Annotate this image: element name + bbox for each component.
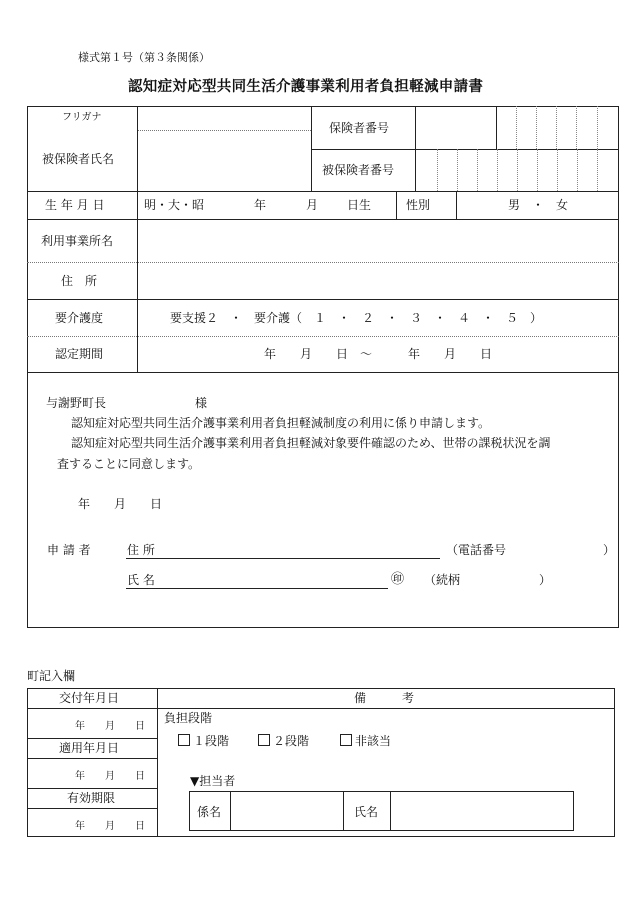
insured-number-field[interactable]	[416, 150, 618, 190]
applicant-address-label: 住 所	[127, 543, 155, 557]
seal-mark: ㊞	[391, 572, 405, 587]
stage-option-1[interactable]: １段階	[178, 734, 229, 747]
applicant-label: 申 請 者	[47, 543, 91, 557]
care-level-options[interactable]: 要支援２ ・ 要介護（ １ ・ ２ ・ ３ ・ ４ ・ ５ ）	[170, 311, 543, 325]
stage-option-2[interactable]: ２段階	[258, 734, 309, 747]
gender-label: 性別	[406, 198, 431, 212]
address-label: 住 所	[61, 274, 98, 288]
valid-period-label: 有効期限	[67, 791, 116, 805]
staff-name-field[interactable]	[392, 793, 572, 829]
statement-line-2: 認知症対応型共同生活介護事業利用者負担軽減対象要件確認のため、世帯の課税状況を調	[71, 436, 551, 450]
facility-label: 利用事業所名	[41, 234, 114, 248]
relationship-close: ）	[539, 573, 552, 587]
staff-name-label: 氏名	[354, 805, 379, 819]
insurer-number-field[interactable]	[416, 107, 618, 148]
burden-stage-label: 負担段階	[164, 711, 213, 725]
stage-option-none[interactable]: 非該当	[340, 734, 391, 747]
relationship-label: （続柄	[424, 573, 461, 587]
insured-name-field[interactable]	[138, 132, 310, 190]
applicant-name-label: 氏 名	[127, 573, 155, 587]
birthdate-label: 生 年 月 日	[45, 198, 105, 212]
furigana-label: フリガナ	[62, 112, 102, 123]
issue-date-value[interactable]: 年 月 日	[75, 721, 145, 732]
staff-label: ▼担当者	[190, 774, 236, 788]
staff-role-field[interactable]	[232, 793, 341, 829]
phone-field[interactable]	[512, 540, 600, 557]
insured-number-label: 被保険者番号	[322, 163, 395, 177]
apply-date-label: 適用年月日	[59, 741, 120, 755]
valid-period-value[interactable]: 年 月 日	[75, 821, 145, 832]
era-options[interactable]: 明・大・昭	[144, 198, 205, 212]
gender-options[interactable]: 男 ・ 女	[508, 198, 569, 212]
relationship-field[interactable]	[462, 570, 538, 587]
birth-month-unit: 月	[306, 198, 319, 212]
facility-field[interactable]	[138, 221, 618, 261]
birth-day-unit: 日生	[347, 198, 372, 212]
statement-line-1: 認知症対応型共同生活介護事業利用者負担軽減制度の利用に係り申請します。	[71, 416, 491, 430]
insurer-number-label: 保険者番号	[329, 121, 390, 135]
form-title: 認知症対応型共同生活介護事業利用者負担軽減申請書	[128, 78, 484, 95]
staff-role-label: 係名	[197, 805, 222, 819]
furigana-field[interactable]	[138, 108, 310, 129]
checkbox-icon	[340, 734, 352, 746]
apply-date-value[interactable]: 年 月 日	[75, 771, 145, 782]
applicant-name-field[interactable]	[160, 570, 386, 587]
applicant-address-field[interactable]	[160, 540, 438, 557]
form-number: 様式第１号（第３条関係）	[78, 51, 210, 64]
addressee: 与謝野町長	[46, 396, 107, 410]
honorific: 様	[195, 396, 208, 410]
office-section-label: 町記入欄	[27, 669, 76, 683]
cert-period-label: 認定期間	[55, 347, 104, 361]
checkbox-icon	[178, 734, 190, 746]
statement-line-3: 査することに同意します。	[57, 457, 201, 471]
issue-date-label: 交付年月日	[59, 691, 120, 705]
remarks-label: 備 考	[354, 691, 415, 705]
cert-period-value[interactable]: 年 月 日 〜 年 月 日	[264, 347, 493, 361]
birth-year-unit: 年	[254, 198, 267, 212]
address-field[interactable]	[138, 264, 618, 298]
insured-name-label: 被保険者氏名	[42, 152, 115, 166]
phone-label: （電話番号	[446, 543, 507, 557]
checkbox-icon	[258, 734, 270, 746]
care-level-label: 要介護度	[55, 311, 104, 325]
phone-close: ）	[603, 543, 616, 557]
application-date[interactable]: 年 月 日	[78, 497, 163, 511]
